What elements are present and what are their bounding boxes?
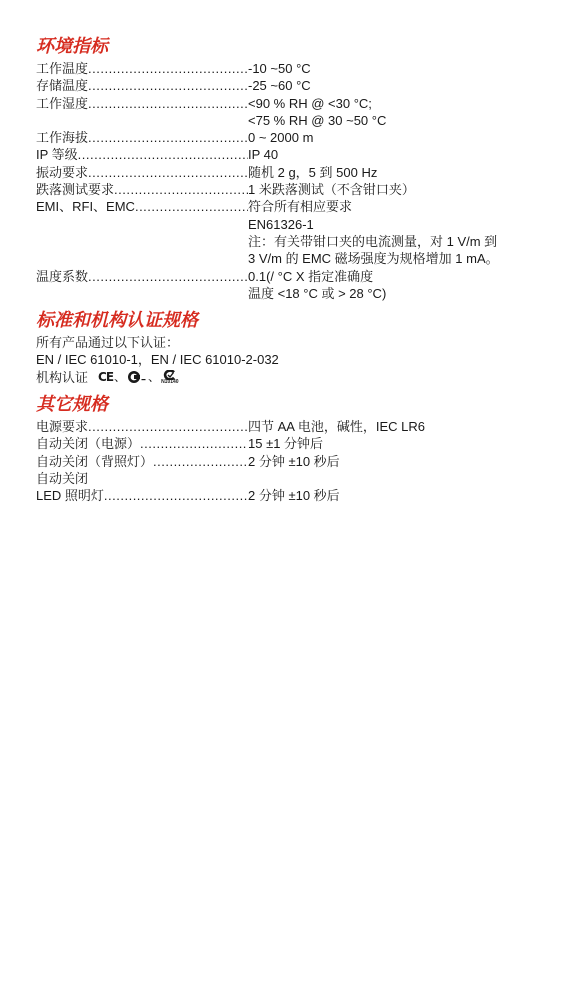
csa-mark-icon xyxy=(127,370,147,384)
certification-section xyxy=(36,308,556,386)
environment-heading: 环境指标 xyxy=(36,36,108,57)
certification-intro: 所有产品通过以下认证： xyxy=(36,335,180,351)
agency-logos: CE 、 、 N10140 xyxy=(98,369,179,385)
spec-value: 2 分钟 ±10 秒后 xyxy=(248,488,340,504)
spec-label: 跌落测试要求 xyxy=(36,182,115,198)
spec-value: 0.1(/ °C X 指定准确度 xyxy=(248,268,374,284)
agency-label: 机构认证 xyxy=(36,369,89,385)
spec-row xyxy=(36,77,556,94)
spec-row xyxy=(36,164,556,181)
spec-subheading: 自动关闭 xyxy=(36,470,89,486)
spec-value: 2 分钟 ±10 秒后 xyxy=(248,453,340,469)
leader-dots xyxy=(88,95,248,130)
environment-table xyxy=(36,60,556,302)
c-tick-code: N10140 xyxy=(161,378,179,385)
spec-label: 自动关闭（电源） xyxy=(36,436,141,452)
spec-label: IP 等级 xyxy=(36,147,78,163)
spec-value: 1 米跌落测试（不含钳口夹） xyxy=(248,182,415,198)
leader-dots xyxy=(88,418,248,435)
spec-row xyxy=(36,129,556,146)
spec-row xyxy=(36,418,556,435)
spec-value: 0 ~ 2000 m xyxy=(248,130,314,146)
spec-page xyxy=(36,34,556,511)
other-specs-heading: 其它规格 xyxy=(36,394,108,416)
spec-row xyxy=(36,268,556,303)
spec-value: <90 % RH @ <30 °C; xyxy=(248,95,372,111)
leader-dots xyxy=(88,268,248,303)
spec-row xyxy=(36,95,556,130)
spec-note: 注：有关带钳口夹的电流测量，对 1 V/m 到 xyxy=(248,233,498,249)
spec-row xyxy=(36,198,556,267)
leader-dots xyxy=(114,181,248,198)
leader-dots xyxy=(104,487,248,504)
spec-value: 四节 AA 电池，碱性，IEC LR6 xyxy=(248,419,425,435)
certification-standards: EN / IEC 61010-1，EN / IEC 61010-2-032 xyxy=(36,352,279,368)
spec-label: 工作海拔 xyxy=(36,130,89,146)
spec-label: 存储温度 xyxy=(36,78,89,94)
spec-label: 温度系数 xyxy=(36,268,89,284)
spec-value: 15 ±1 分钟后 xyxy=(248,436,324,452)
spec-value: -10 ~50 °C xyxy=(248,61,311,76)
spec-label: LED 照明灯 xyxy=(36,488,104,504)
spec-value: EN61326-1 xyxy=(248,216,314,232)
spec-row xyxy=(36,181,556,198)
spec-label: EMI、RFI、EMC xyxy=(36,199,135,215)
leader-dots xyxy=(153,453,248,470)
certification-heading: 标准和机构认证规格 xyxy=(36,310,198,332)
spec-value: IP 40 xyxy=(248,147,279,163)
leader-dots xyxy=(88,129,248,146)
c-tick-mark-icon xyxy=(161,370,179,385)
environment-section xyxy=(36,34,556,302)
leader-dots xyxy=(78,146,248,163)
spec-note: 3 V/m 的 EMC 磁场强度为规格增加 1 mA。 xyxy=(248,251,499,267)
ce-mark-icon: CE xyxy=(98,369,114,384)
other-specs-section xyxy=(36,392,556,504)
leader-dots xyxy=(135,198,248,267)
spec-value: 温度 <18 °C 或 > 28 °C) xyxy=(248,285,387,301)
spec-value: <75 % RH @ 30 ~50 °C xyxy=(248,112,387,128)
spec-label: 自动关闭（背照灯） xyxy=(36,453,154,469)
spec-value: -25 ~60 °C xyxy=(248,78,311,94)
spec-label: 工作湿度 xyxy=(36,95,89,111)
leader-dots xyxy=(88,164,248,181)
spec-row xyxy=(36,146,556,163)
spec-value: 随机 2 g，5 到 500 Hz xyxy=(248,164,378,180)
spec-label: 振动要求 xyxy=(36,164,89,180)
spec-row xyxy=(36,453,556,470)
leader-dots xyxy=(88,77,248,94)
spec-label: 工作温度 xyxy=(36,61,89,76)
spec-label: 电源要求 xyxy=(36,419,89,435)
leader-dots xyxy=(140,435,248,452)
spec-value: 符合所有相应要求 xyxy=(248,199,353,215)
spec-row xyxy=(36,435,556,452)
spec-row xyxy=(36,60,556,77)
agency-approvals xyxy=(36,369,556,386)
spec-row xyxy=(36,487,556,504)
leader-dots xyxy=(88,60,248,77)
